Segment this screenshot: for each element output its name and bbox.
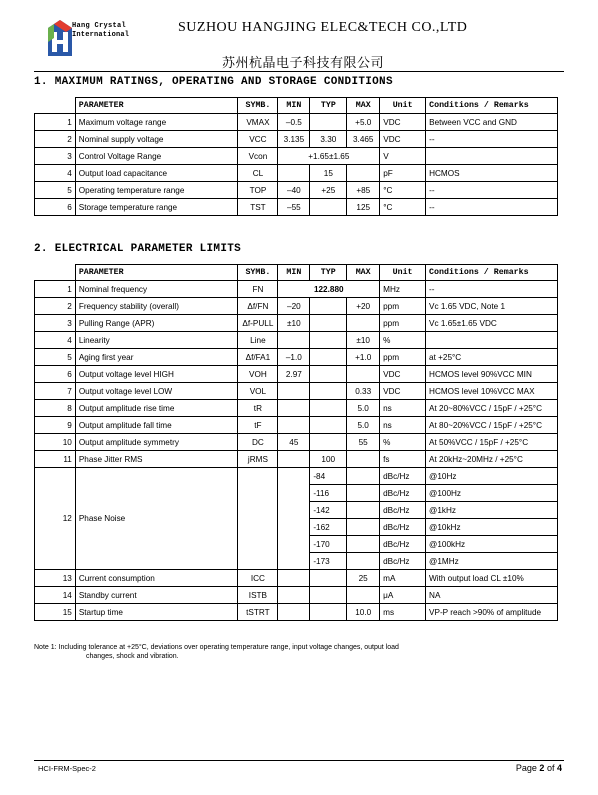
row-unit: % <box>380 434 426 451</box>
row-parameter: Linearity <box>75 332 238 349</box>
row-parameter: Nominal supply voltage <box>75 131 238 148</box>
table-row <box>35 587 558 604</box>
table-row <box>35 604 558 621</box>
row-parameter: Output load capacitance <box>75 165 238 182</box>
table-row <box>35 417 558 434</box>
row-symbol: Δf/FN <box>238 298 278 315</box>
row-remarks: At 80~20%VCC / 15pF / +25°C <box>426 417 558 434</box>
table-row <box>35 349 558 366</box>
row-typ: -142 <box>310 502 347 519</box>
row-remarks: @10kHz <box>426 519 558 536</box>
section2-title: 2. ELECTRICAL PARAMETER LIMITS <box>34 243 242 255</box>
table-row <box>35 148 558 165</box>
row-unit: dBc/Hz <box>380 468 426 485</box>
row-number: 3 <box>35 315 76 332</box>
row-number: 5 <box>35 182 76 199</box>
company-name-english: SUZHOU HANGJING ELEC&TECH CO.,LTD <box>178 20 468 35</box>
note-1 <box>34 643 399 661</box>
row-remarks: @1MHz <box>426 553 558 570</box>
row-remarks: At 20~80%VCC / 15pF / +25°C <box>426 400 558 417</box>
table-header-row <box>35 98 558 114</box>
row-parameter: Control Voltage Range <box>75 148 238 165</box>
note-line1: Note 1: Including tolerance at +25°C, deviations over operating temperature range, input voltage changes, output load <box>34 644 399 651</box>
row-max: 3.465 <box>347 131 380 148</box>
row-typ: -84 <box>310 468 347 485</box>
row-max: +85 <box>347 182 380 199</box>
col-header-typ: TYP <box>310 265 347 281</box>
row-unit: VDC <box>380 114 426 131</box>
row-remarks: At 20kHz~20MHz / +25°C <box>426 451 558 468</box>
row-unit: VDC <box>380 383 426 400</box>
row-symbol: TOP <box>238 182 278 199</box>
row-unit: MHz <box>380 281 426 298</box>
max-ratings-table <box>34 97 558 216</box>
row-unit: dBc/Hz <box>380 553 426 570</box>
row-typ <box>310 349 347 366</box>
row-symbol: tSTRT <box>238 604 278 621</box>
row-typ <box>310 383 347 400</box>
table-row <box>35 400 558 417</box>
row-symbol: tR <box>238 400 278 417</box>
row-number: 2 <box>35 298 76 315</box>
row-max <box>347 587 380 604</box>
row-unit: ns <box>380 400 426 417</box>
table-row <box>35 451 558 468</box>
row-parameter: Nominal frequency <box>75 281 238 298</box>
row-parameter: Operating temperature range <box>75 182 238 199</box>
row-max <box>347 468 380 485</box>
row-min <box>278 604 310 621</box>
row-typ: -170 <box>310 536 347 553</box>
row-symbol: Δf/FA1 <box>238 349 278 366</box>
col-header-unit: Unit <box>380 265 426 281</box>
row-remarks: -- <box>426 131 558 148</box>
row-max <box>347 536 380 553</box>
row-parameter: Aging first year <box>75 349 238 366</box>
row-max: +1.0 <box>347 349 380 366</box>
row-min: –1.0 <box>278 349 310 366</box>
row-number: 4 <box>35 165 76 182</box>
row-remarks: With output load CL ±10% <box>426 570 558 587</box>
row-remarks: Vc 1.65 VDC, Note 1 <box>426 298 558 315</box>
row-unit: μA <box>380 587 426 604</box>
row-typ: -162 <box>310 519 347 536</box>
row-max: 5.0 <box>347 417 380 434</box>
table-row <box>35 165 558 182</box>
row-typ: +25 <box>310 182 347 199</box>
row-typ: -116 <box>310 485 347 502</box>
row-remarks: HCMOS level 10%VCC MAX <box>426 383 558 400</box>
row-min <box>278 400 310 417</box>
row-symbol: Vcon <box>238 148 278 165</box>
row-typ <box>310 366 347 383</box>
row-number: 14 <box>35 587 76 604</box>
col-header-max: MAX <box>347 265 380 281</box>
electrical-limits-table <box>34 264 558 621</box>
row-min: –20 <box>278 298 310 315</box>
row-parameter: Pulling Range (APR) <box>75 315 238 332</box>
row-parameter: Frequency stability (overall) <box>75 298 238 315</box>
row-unit: dBc/Hz <box>380 502 426 519</box>
logo-line2: International <box>72 31 130 39</box>
row-typ <box>310 315 347 332</box>
row-symbol: CL <box>238 165 278 182</box>
row-max: 125 <box>347 199 380 216</box>
row-parameter: Output amplitude symmetry <box>75 434 238 451</box>
row-max <box>347 366 380 383</box>
row-max: +5.0 <box>347 114 380 131</box>
row-remarks: @100kHz <box>426 536 558 553</box>
row-parameter: Current consumption <box>75 570 238 587</box>
row-typ: 15 <box>310 165 347 182</box>
logo-line1: Hang Crystal <box>72 22 127 30</box>
row-unit: VDC <box>380 131 426 148</box>
row-max: 5.0 <box>347 400 380 417</box>
col-header-unit: Unit <box>380 98 426 114</box>
row-symbol: Line <box>238 332 278 349</box>
row-parameter: Standby current <box>75 587 238 604</box>
footer-page-number <box>516 763 562 773</box>
row-unit: dBc/Hz <box>380 536 426 553</box>
row-symbol: VCC <box>238 131 278 148</box>
table-row <box>35 131 558 148</box>
note-line2: changes, shock and vibration. <box>86 653 179 660</box>
row-number: 10 <box>35 434 76 451</box>
row-parameter: Phase Noise <box>75 468 238 570</box>
page-label: Page <box>515 763 537 773</box>
table-row <box>35 281 558 298</box>
table-row <box>35 298 558 315</box>
row-max: 0.33 <box>347 383 380 400</box>
row-number: 11 <box>35 451 76 468</box>
row-unit: fs <box>380 451 426 468</box>
row-typ: 100 <box>310 451 347 468</box>
row-parameter: Storage temperature range <box>75 199 238 216</box>
table-row <box>35 332 558 349</box>
row-unit: mA <box>380 570 426 587</box>
row-min <box>278 451 310 468</box>
row-parameter: Startup time <box>75 604 238 621</box>
row-min <box>278 570 310 587</box>
row-min: –40 <box>278 182 310 199</box>
row-remarks: Between VCC and GND <box>426 114 558 131</box>
row-merged-value: +1.65±1.65 <box>278 148 380 165</box>
row-number: 13 <box>35 570 76 587</box>
row-number: 7 <box>35 383 76 400</box>
row-typ <box>310 417 347 434</box>
table-row <box>35 468 558 485</box>
col-header-symbol: SYMB. <box>238 98 278 114</box>
footer-doc-id: HCI-FRM-Spec-2 <box>38 764 96 773</box>
table-row <box>35 315 558 332</box>
table-row <box>35 366 558 383</box>
row-max <box>347 165 380 182</box>
col-header-min: MIN <box>278 265 310 281</box>
row-number: 2 <box>35 131 76 148</box>
row-symbol <box>238 468 278 570</box>
row-remarks: @100Hz <box>426 485 558 502</box>
row-remarks: At 50%VCC / 15pF / +25°C <box>426 434 558 451</box>
row-remarks: -- <box>426 281 558 298</box>
row-remarks: VP-P reach >90% of amplitude <box>426 604 558 621</box>
row-unit: °C <box>380 182 426 199</box>
row-unit: ns <box>380 417 426 434</box>
header-blank <box>35 265 76 281</box>
row-parameter: Output amplitude rise time <box>75 400 238 417</box>
row-remarks: @1kHz <box>426 502 558 519</box>
row-number: 5 <box>35 349 76 366</box>
row-max: +20 <box>347 298 380 315</box>
row-remarks: HCMOS <box>426 165 558 182</box>
row-typ <box>310 332 347 349</box>
row-unit: ppm <box>380 298 426 315</box>
row-typ <box>310 298 347 315</box>
row-min: –55 <box>278 199 310 216</box>
col-header-remarks: Conditions / Remarks <box>426 265 558 281</box>
table-row <box>35 570 558 587</box>
row-min: ±10 <box>278 315 310 332</box>
row-parameter: Phase Jitter RMS <box>75 451 238 468</box>
row-max <box>347 519 380 536</box>
row-typ <box>310 604 347 621</box>
table-row <box>35 182 558 199</box>
row-unit: dBc/Hz <box>380 485 426 502</box>
row-typ <box>310 570 347 587</box>
row-typ: -173 <box>310 553 347 570</box>
row-number: 12 <box>35 468 76 570</box>
row-remarks: -- <box>426 199 558 216</box>
row-unit: % <box>380 332 426 349</box>
section1-title: 1. MAXIMUM RATINGS, OPERATING AND STORAGE CONDITIONS <box>34 76 393 88</box>
logo-text <box>72 22 129 40</box>
page-total: 4 <box>556 763 562 773</box>
row-number: 9 <box>35 417 76 434</box>
row-remarks: at +25°C <box>426 349 558 366</box>
row-symbol: ICC <box>238 570 278 587</box>
row-number: 1 <box>35 281 76 298</box>
row-remarks <box>426 148 558 165</box>
row-number: 1 <box>35 114 76 131</box>
row-unit: dBc/Hz <box>380 519 426 536</box>
row-symbol: VOH <box>238 366 278 383</box>
row-typ <box>310 434 347 451</box>
col-header-max: MAX <box>347 98 380 114</box>
row-symbol: ISTB <box>238 587 278 604</box>
col-header-remarks: Conditions / Remarks <box>426 98 558 114</box>
row-max <box>347 451 380 468</box>
row-remarks: -- <box>426 182 558 199</box>
row-min: 45 <box>278 434 310 451</box>
row-unit: ms <box>380 604 426 621</box>
table-header-row <box>35 265 558 281</box>
table-row <box>35 199 558 216</box>
row-typ <box>310 114 347 131</box>
row-remarks: HCMOS level 90%VCC MIN <box>426 366 558 383</box>
row-typ <box>310 199 347 216</box>
row-remarks: Vc 1.65±1.65 VDC <box>426 315 558 332</box>
row-remarks <box>426 332 558 349</box>
header-blank <box>35 98 76 114</box>
header-divider <box>34 71 564 72</box>
footer-divider <box>34 760 564 761</box>
row-max: 25 <box>347 570 380 587</box>
row-number: 8 <box>35 400 76 417</box>
table-row <box>35 434 558 451</box>
row-symbol: TST <box>238 199 278 216</box>
row-typ: 3.30 <box>310 131 347 148</box>
row-number: 3 <box>35 148 76 165</box>
row-symbol: VOL <box>238 383 278 400</box>
row-min <box>278 383 310 400</box>
row-unit: °C <box>380 199 426 216</box>
row-max: ±10 <box>347 332 380 349</box>
row-min <box>278 468 310 570</box>
row-parameter: Output voltage level HIGH <box>75 366 238 383</box>
table-row <box>35 114 558 131</box>
col-header-parameter: PARAMETER <box>75 98 238 114</box>
row-min <box>278 332 310 349</box>
row-max <box>347 315 380 332</box>
row-parameter: Output voltage level LOW <box>75 383 238 400</box>
row-symbol: Δf-PULL <box>238 315 278 332</box>
row-unit: V <box>380 148 426 165</box>
row-symbol: FN <box>238 281 278 298</box>
row-unit: pF <box>380 165 426 182</box>
row-symbol: tF <box>238 417 278 434</box>
row-max <box>347 553 380 570</box>
row-unit: VDC <box>380 366 426 383</box>
row-number: 6 <box>35 199 76 216</box>
row-typ <box>310 587 347 604</box>
row-unit: ppm <box>380 315 426 332</box>
row-merged-typ: 122.880 <box>278 281 380 298</box>
row-symbol: VMAX <box>238 114 278 131</box>
row-min <box>278 165 310 182</box>
row-typ <box>310 400 347 417</box>
col-header-min: MIN <box>278 98 310 114</box>
col-header-symbol: SYMB. <box>238 265 278 281</box>
row-min: –0.5 <box>278 114 310 131</box>
row-remarks: @10Hz <box>426 468 558 485</box>
row-parameter: Maximum voltage range <box>75 114 238 131</box>
row-min <box>278 417 310 434</box>
row-max: 55 <box>347 434 380 451</box>
row-number: 6 <box>35 366 76 383</box>
row-parameter: Output amplitude fall time <box>75 417 238 434</box>
row-max: 10.0 <box>347 604 380 621</box>
row-max <box>347 502 380 519</box>
table-row <box>35 383 558 400</box>
row-remarks: NA <box>426 587 558 604</box>
row-symbol: DC <box>238 434 278 451</box>
row-number: 4 <box>35 332 76 349</box>
row-max <box>347 485 380 502</box>
col-header-typ: TYP <box>310 98 347 114</box>
row-number: 15 <box>35 604 76 621</box>
col-header-parameter: PARAMETER <box>75 265 238 281</box>
company-name-chinese: 苏州杭晶电子科技有限公司 <box>222 56 385 71</box>
row-symbol: jRMS <box>238 451 278 468</box>
row-min <box>278 587 310 604</box>
row-unit: ppm <box>380 349 426 366</box>
page-of: of <box>546 763 555 773</box>
page-current: 2 <box>539 763 545 773</box>
row-min: 3.135 <box>278 131 310 148</box>
row-min: 2.97 <box>278 366 310 383</box>
